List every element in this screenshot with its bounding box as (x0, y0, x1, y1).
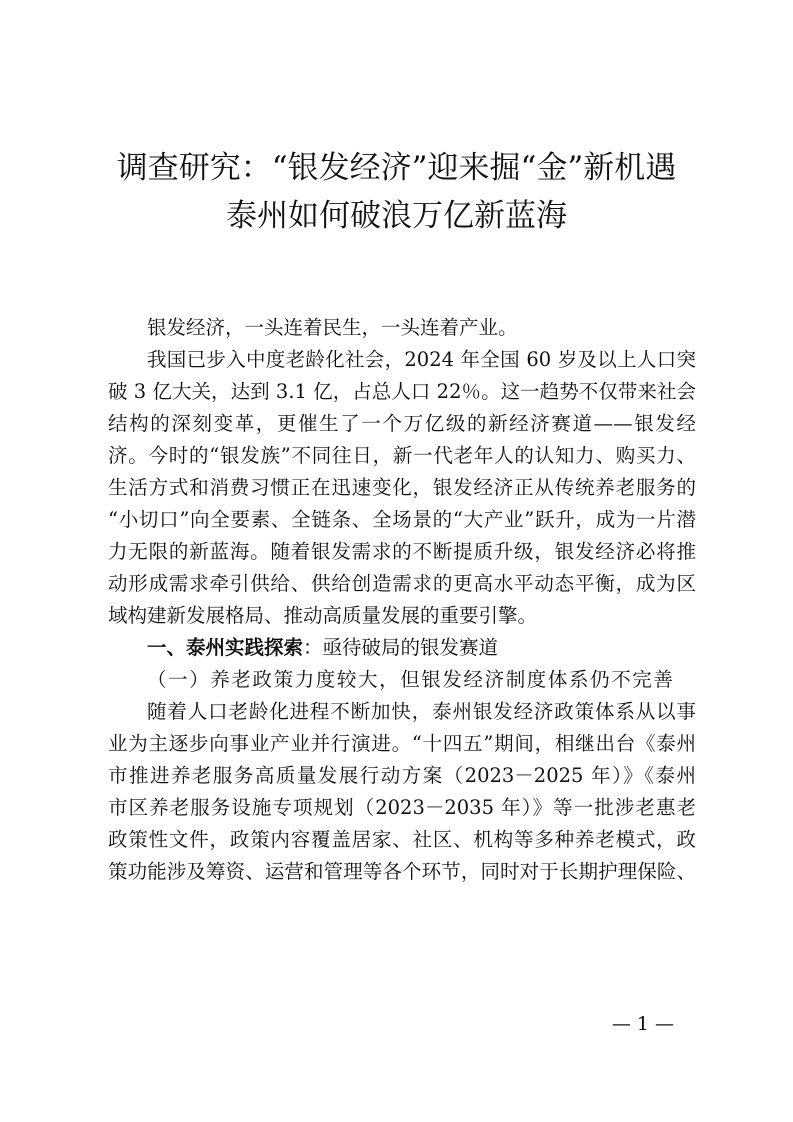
page-number: — 1 — (611, 1013, 674, 1035)
paragraph-2-line-9: 域构建新发展格局、推动高质量发展的重要引擎。 (108, 604, 538, 627)
paragraph-3-line-2: 业为主逐步向事业产业并行演进。“十四五”期间，相继出台《泰州 (108, 732, 696, 755)
paragraph-2-line-3: 结构的深刻变革，更催生了一个万亿级的新经济赛道——银发经 (108, 412, 696, 435)
document-body (108, 312, 696, 888)
paragraph-3-line-4: 市区养老服务设施专项规划（2023－2035 年）》等一批涉老惠老 (108, 796, 696, 819)
title-line-1: 调查研究：“银发经济”迎来掘“金”新机遇 (116, 150, 677, 186)
paragraph-2-line-2: 破 3 亿大关，达到 3.1 亿，占总人口 22％。这一趋势不仅带来社会 (108, 380, 696, 403)
section-heading-1-main: 一、泰州实践探索 (147, 636, 304, 659)
section-heading-1-sub: ：亟待破局的银发赛道 (303, 636, 499, 659)
paragraph-2-line-5: 生活方式和消费习惯正在迅速变化，银发经济正从传统养老服务的 (108, 476, 696, 499)
paragraph-2-line-6: “小切口”向全要素、全链条、全场景的“大产业”跃升，成为一片潜 (108, 508, 696, 531)
title-line-2: 泰州如何破浪万亿新蓝海 (226, 198, 567, 234)
paragraph-1-line-1: 银发经济，一头连着民生，一头连着产业。 (147, 316, 518, 339)
paragraph-2-line-7: 力无限的新蓝海。随着银发需求的不断提质升级，银发经济必将推 (108, 540, 696, 563)
paragraph-3-line-3: 市推进养老服务高质量发展行动方案（2023－2025 年）》《泰州 (108, 764, 696, 787)
paragraph-2-line-4: 济。今时的“银发族”不同往日，新一代老年人的认知力、购买力、 (108, 444, 696, 467)
paragraph-3-line-6: 策功能涉及筹资、运营和管理等各个环节，同时对于长期护理保险、 (108, 860, 696, 883)
paragraph-3-line-1: 随着人口老龄化进程不断加快，泰州银发经济政策体系从以事 (147, 700, 696, 723)
paragraph-2-line-8: 动形成需求牵引供给、供给创造需求的更高水平动态平衡，成为区 (108, 572, 696, 595)
subsection-heading-1: （一）养老政策力度较大，但银发经济制度体系仍不完善 (147, 668, 675, 691)
paragraph-3-line-5: 政策性文件，政策内容覆盖居家、社区、机构等多种养老模式，政 (108, 828, 696, 851)
paragraph-2-line-1: 我国已步入中度老龄化社会，2024 年全国 60 岁及以上人口突 (147, 348, 696, 371)
section-heading-1 (108, 632, 696, 664)
